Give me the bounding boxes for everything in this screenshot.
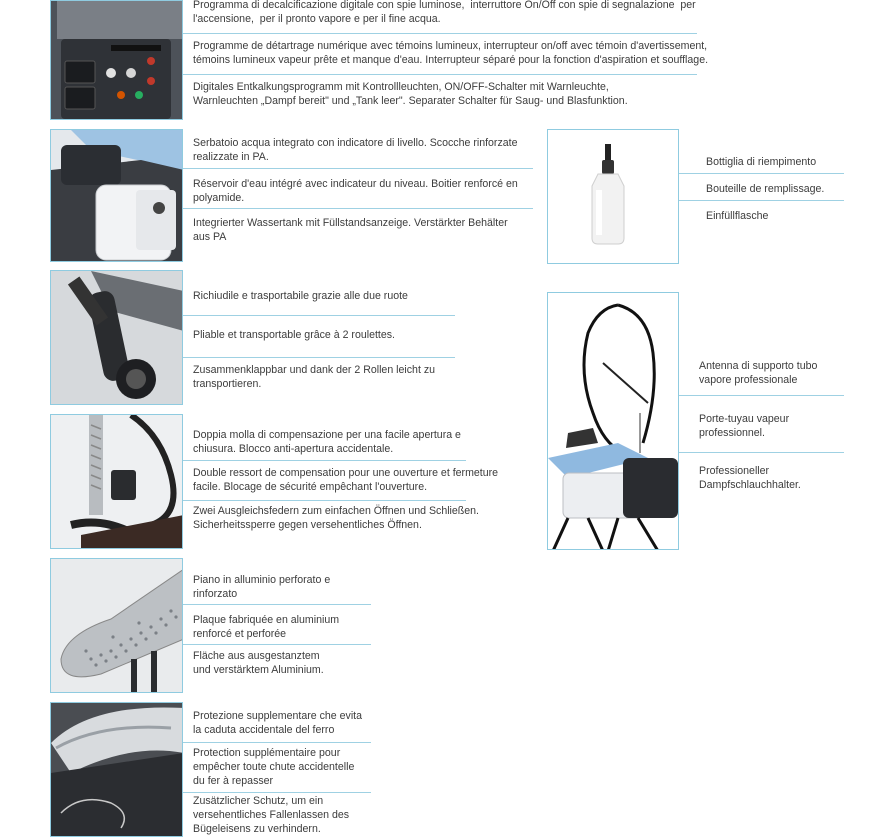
aluminium-plate-text-fr: Plaque fabriquée en aluminium renforcé et perforée	[193, 614, 340, 640]
aluminium-plate-text-it: Piano in alluminio perforato e rinforzato	[193, 574, 331, 600]
aluminium-plate-photo	[50, 558, 183, 693]
hose-holder-photo	[547, 292, 679, 550]
wheels-photo	[50, 270, 183, 405]
control-panel-text-fr: Programme de détartrage numérique avec témoins lumineux, interrupteur on/off avec témoin d'avertissement, témoins lumineux vapeur prête et manque d'eau. Interrupteur séparé pour la fonction d'aspiration et soufflage.	[193, 40, 709, 66]
control-panel-text-de: Digitales Entkalkungsprogramm mit Kontrollleuchten, ON/OFF-Schalter mit Warnleuchte, Warnleuchten „Dampf bereit" und „Tank leer". Separater Schalter für Saug- und Blasfunktion.	[193, 81, 628, 107]
control-panel-text-it: Programma di decalcificazione digitale con spie luminose, interruttore On/Off con spie di segnalazione per l'accensione, per il pronto vapore e per il fine acqua.	[193, 0, 696, 25]
refill-bottle-text-fr: Bouteille de remplissage.	[706, 183, 825, 195]
iron-protection-text-fr: Protection supplémentaire pour empêcher toute chute accidentelle du fer à repasser	[193, 747, 355, 787]
iron-protection-text-it: Protezione supplementare che evita la caduta accidentale del ferro	[193, 710, 363, 736]
springs-photo	[50, 414, 183, 549]
hose-holder-text-de: Professioneller Dampfschlauchhalter.	[699, 465, 801, 491]
springs-text-de: Zwei Ausgleichsfedern zum einfachen Öffnen und Schließen. Sicherheitssperre gegen versehentliches Öffnen.	[193, 505, 480, 531]
wheels-text-de: Zusammenklappbar und dank der 2 Rollen leicht zu transportieren.	[193, 364, 436, 390]
water-tank-photo	[50, 129, 183, 262]
wheels-text-it: Richiudile e trasportabile grazie alle due ruote	[193, 290, 408, 302]
wheels-text-fr: Pliable et transportable grâce à 2 roulettes.	[193, 329, 395, 341]
water-tank-text-de: Integrierter Wassertank mit Füllstandsanzeige. Verstärkter Behälter aus PA	[193, 217, 508, 243]
aluminium-plate-text-de: Fläche aus ausgestanztem und verstärktem Aluminium.	[193, 650, 324, 676]
refill-bottle-photo	[547, 129, 679, 264]
control-panel-photo	[50, 0, 183, 120]
refill-bottle-text-it: Bottiglia di riempimento	[706, 156, 817, 168]
iron-protection-photo	[50, 702, 183, 837]
hose-holder-text-it: Antenna di supporto tubo vapore professionale	[699, 360, 818, 386]
iron-protection-text-de: Zusätzlicher Schutz, um ein versehentliches Fallenlassen des Bügeleisens zu verhindern.	[193, 795, 350, 835]
springs-text-fr: Double ressort de compensation pour une ouverture et fermeture facile. Blocage de sécurité empêchant l'ouverture.	[193, 467, 499, 493]
springs-text-it: Doppia molla di compensazione per una facile apertura e chiusura. Blocco anti-apertura accidentale.	[193, 429, 461, 455]
hose-holder-text-fr: Porte-tuyau vapeur professionnel.	[699, 413, 790, 439]
water-tank-text-fr: Réservoir d'eau intégré avec indicateur du niveau. Boitier renforcé en polyamide.	[193, 178, 518, 204]
water-tank-text-it: Serbatoio acqua integrato con indicatore di livello. Scocche rinforzate realizzate in PA.	[193, 137, 518, 163]
refill-bottle-text-de: Einfüllflasche	[706, 210, 769, 222]
